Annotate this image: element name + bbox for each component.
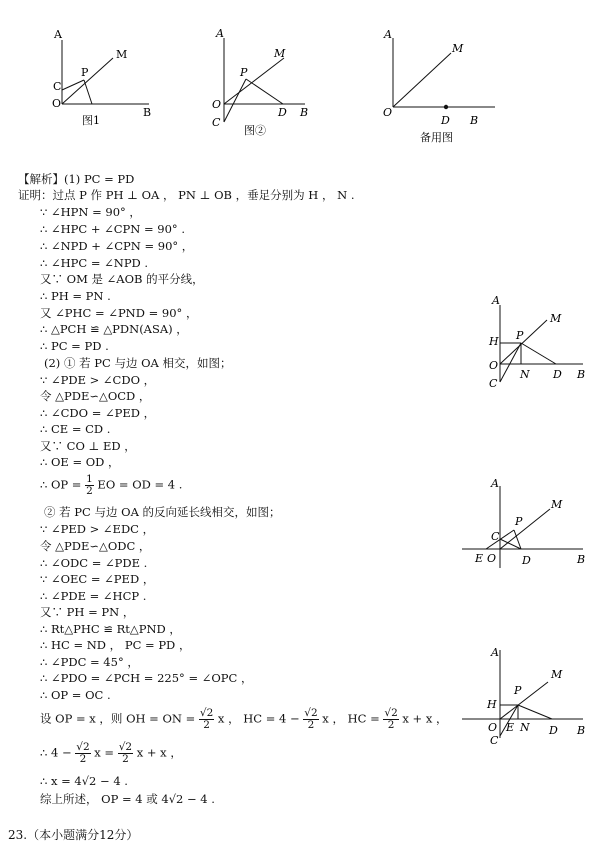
fig3-label-O: O [383, 106, 393, 119]
solution-line-equation: ∴ 4 − $\frac{√2}{2}$ x = $\frac{√2}{2}$ x + x ， [40, 741, 182, 765]
solution-line: ② 若 PC 与边 OA 的反向延长线相交，如图； [44, 505, 281, 519]
solution-line: ∵ ∠OEC = ∠PED ， [40, 572, 155, 586]
side2-label-P: P [515, 515, 523, 528]
side3-label-N: N [520, 721, 530, 734]
side1-label-O: O [489, 359, 499, 372]
fig2-label-A: A [216, 27, 224, 40]
solution-line: ∴ Rt△PHC ≌ Rt△PND ， [40, 622, 181, 636]
fig1-label-C: C [53, 80, 62, 93]
fraction-sqrt2-over-2: $\frac{√2}{2}$ [199, 707, 214, 731]
side2-label-M: M [551, 498, 563, 511]
fig2-label-P: P [240, 66, 248, 79]
figure-1 [62, 40, 149, 104]
side-figure-1 [500, 305, 586, 382]
solution-line: ∴ ∠CDO = ∠PED ， [40, 406, 156, 420]
side3-label-D: D [549, 724, 558, 737]
solution-line: 又∵ CO ⊥ ED ， [40, 439, 136, 453]
solution-line: ∴ ∠HPC + ∠CPN = 90° . [40, 222, 185, 236]
fig2-label-C: C [212, 116, 221, 129]
fig3-caption: 备用图 [420, 131, 453, 144]
side3-label-P: P [514, 684, 522, 697]
side2-label-O: O [487, 552, 497, 565]
solution-line: ∴ ∠ODC = ∠PDE . [40, 556, 148, 570]
side1-label-H: H [489, 335, 499, 348]
fraction-sqrt2-over-2: $\frac{√2}{2}$ [76, 741, 90, 765]
fraction-half: $\frac{1}{2}$ [86, 473, 93, 497]
fraction-sqrt2-over-2: $\frac{√2}{2}$ [304, 707, 318, 731]
side2-label-C: C [491, 530, 500, 543]
fig3-label-A: A [384, 28, 392, 41]
solution-line: ∴ HC = ND ， PC = PD ， [40, 638, 191, 652]
fraction-sqrt2-over-2: $\frac{√2}{2}$ [384, 707, 398, 731]
solution-line: ∵ ∠PED > ∠EDC ， [40, 522, 155, 536]
side3-label-H: H [487, 698, 497, 711]
solution-line: ∴ △PCH ≌ △PDN(ASA) ， [40, 322, 188, 336]
solution-line: ∴ ∠HPC = ∠NPD . [40, 256, 149, 270]
side1-label-B: B [577, 368, 586, 381]
side3-label-E: E [506, 721, 515, 734]
fig1-label-P: P [81, 66, 89, 79]
fraction-sqrt2-over-2: $\frac{√2}{2}$ [118, 741, 133, 765]
solution-line: 又 ∠PHC = ∠PND = 90° ， [40, 306, 198, 320]
solution-line: ∴ ∠PDE = ∠HCP . [40, 589, 147, 603]
side2-label-A: A [491, 477, 499, 490]
solution-line: ∴ ∠NPD + ∠CPN = 90° ， [40, 239, 194, 253]
side2-label-D: D [522, 554, 531, 567]
side1-label-A: A [492, 294, 500, 307]
fig2-label-D: D [278, 106, 287, 119]
side1-label-P: P [516, 329, 524, 342]
figure-2 [224, 38, 305, 122]
solution-line: ∴ PC = PD . [40, 339, 109, 353]
fig3-label-D: D [441, 114, 450, 127]
fig1-label-B: B [143, 106, 152, 119]
solution-line: 又∵ PH = PN ， [40, 605, 135, 619]
solution-line: ∵ ∠HPN = 90° ， [40, 205, 141, 219]
solution-line: 证明：过点 P 作 PH ⊥ OA ， PN ⊥ OB ，垂足分别为 H ， N . [18, 188, 355, 202]
solution-line-op: ∴ OP = $\frac{1}{2}$ EO = OD = 4 . [40, 473, 183, 497]
solution-line: 又∵ OM 是 ∠AOB 的平分线， [40, 272, 204, 286]
side3-label-M: M [551, 668, 563, 681]
solution-line: 【解析】(1) PC = PD [18, 172, 135, 186]
side1-label-C: C [489, 377, 498, 390]
fig2-label-B: B [300, 106, 309, 119]
fig3-point-D [444, 105, 448, 109]
solution-line: ∴ CE = CD . [40, 422, 111, 436]
solution-line: 综上所述， OP = 4 或 4√2 − 4 . [40, 792, 215, 806]
solution-line: 令 △PDE∽△OCD ， [40, 389, 151, 403]
side3-label-C: C [490, 734, 499, 747]
side2-label-E: E [475, 552, 484, 565]
side3-label-A: A [491, 646, 499, 659]
solution-line: ∴ ∠PDO = ∠PCH = 225° = ∠OPC ， [40, 671, 253, 685]
solution-line: ∴ PH = PN . [40, 289, 111, 303]
side3-label-O: O [488, 721, 498, 734]
fig3-label-M: M [452, 42, 464, 55]
fig3-label-B: B [470, 114, 479, 127]
side2-label-B: B [577, 553, 586, 566]
fig1-label-O: O [52, 97, 62, 110]
solution-line: ∴ OE = OD ， [40, 455, 120, 469]
solution-line-op-x: 设 OP = x ，则 OH = ON = $\frac{√2}{2}$ x ， HC = 4 − $\frac{√2}{2}$ x ， HC = $\frac{√2}{2}$ x + x ， [40, 707, 448, 731]
side1-label-N: N [520, 368, 530, 381]
next-question-header: 23.（本小题满分12分） [8, 828, 139, 842]
solution-line: (2) ① 若 PC 与边 OA 相交，如图； [44, 356, 232, 370]
fig2-label-M: M [274, 47, 286, 60]
side1-label-M: M [550, 312, 562, 325]
side1-label-D: D [553, 368, 562, 381]
fig1-label-A: A [54, 28, 62, 41]
side3-label-B: B [577, 724, 586, 737]
fig2-label-O: O [212, 98, 222, 111]
solution-line: ∵ ∠PDE > ∠CDO ， [40, 373, 156, 387]
figure-3 [393, 38, 495, 107]
solution-line: ∴ ∠PDC = 45° ， [40, 655, 139, 669]
fig2-caption: 图② [244, 124, 266, 137]
solution-line: ∴ OP = OC . [40, 688, 111, 702]
fig1-caption: 图1 [82, 114, 100, 127]
solution-line: 令 △PDE∽△ODC ， [40, 539, 151, 553]
solution-line: ∴ x = 4√2 − 4 . [40, 774, 128, 788]
fig1-label-M: M [116, 48, 128, 61]
